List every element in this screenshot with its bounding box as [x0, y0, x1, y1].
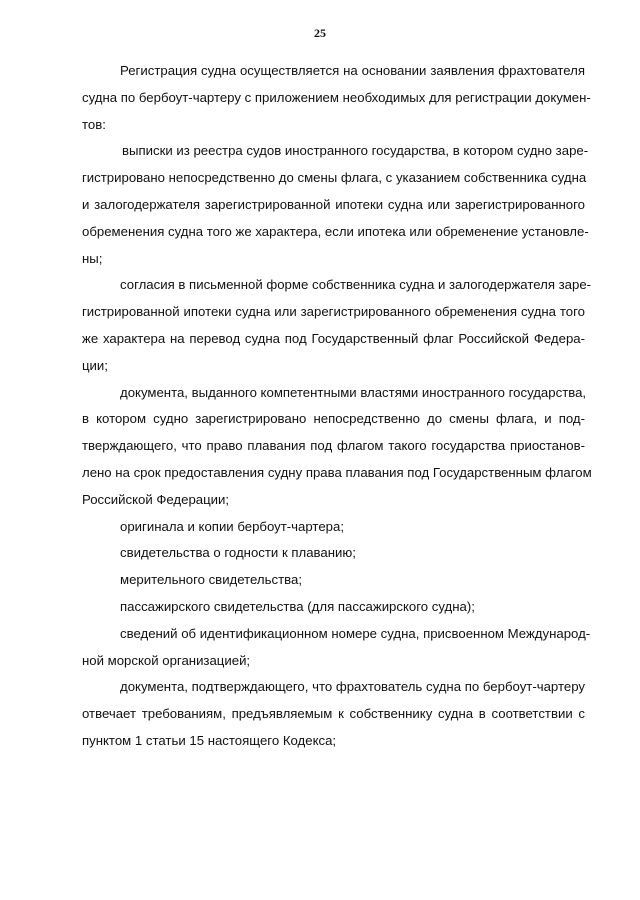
paragraph-tonnage-certificate [82, 567, 585, 594]
paragraph-passenger-certificate [82, 594, 585, 621]
page-number: 25 [314, 26, 326, 40]
text-line: и залогодержателя зарегистрированной ипотеки судна или зарегистрированного [82, 196, 585, 212]
text-line: тов: [82, 116, 106, 132]
paragraph-owner-consent [82, 272, 592, 379]
paragraph-bareboat-charter-copy [82, 514, 585, 541]
text-line: пассажирского свидетельства (для пассажирского судна); [120, 598, 475, 614]
paragraph-foreign-authority-document [82, 380, 592, 514]
text-line: тверждающего, что право плавания под флагом такого государства приостанов- [82, 438, 585, 454]
text-line: обременения судна того же характера, если ипотека или обременение установле- [82, 223, 589, 239]
paragraph-registration-basis [82, 58, 591, 138]
text-line: в котором судно зарегистрировано непосредственно до смены флага, и под- [82, 411, 585, 427]
text-line: ции; [82, 357, 108, 373]
text-line: гистрированной ипотеки судна или зарегистрированного обременения судна того [82, 304, 585, 320]
text-line: документа, выданного компетентными властями иностранного государства, [120, 384, 587, 400]
paragraph-seaworthiness-certificate [82, 540, 585, 567]
paragraph-imo-number [82, 621, 591, 675]
text-line: гистрировано непосредственно до смены флага, с указанием собственника судна [82, 170, 587, 186]
text-line: выписки из реестра судов иностранного государства, в котором судно заре- [122, 143, 589, 159]
text-line: сведений об идентификационном номере судна, присвоенном Международ- [120, 625, 591, 641]
text-line: же характера на перевод судна под Государственный флаг Российской Федера- [82, 330, 585, 346]
text-line: судна по бербоут-чартеру с приложением необходимых для регистрации докумен- [82, 89, 591, 105]
paragraph-registry-extract [82, 138, 589, 272]
text-line: ной морской организацией; [82, 652, 251, 668]
document-body [82, 58, 592, 755]
text-line: оригинала и копии бербоут-чартера; [120, 518, 344, 534]
text-line: лено на срок предоставления судну права плавания под Государственным флагом [82, 464, 592, 480]
text-line: пунктом 1 статьи 15 настоящего Кодекса; [82, 732, 337, 748]
text-line: документа, подтверждающего, что фрахтователь судна по бербоут-чартеру [120, 679, 585, 695]
text-line: Регистрация судна осуществляется на основании заявления фрахтователя [120, 63, 585, 78]
text-line: свидетельства о годности к плаванию; [120, 545, 356, 561]
text-line: мерительного свидетельства; [120, 572, 302, 588]
text-line: ны; [82, 250, 103, 266]
paragraph-charterer-requirements [82, 674, 585, 754]
text-line: согласия в письменной форме собственника судна и залогодержателя заре- [120, 277, 592, 293]
text-line: отвечает требованиям, предъявляемым к собственнику судна в соответствии с [82, 706, 585, 722]
text-line: Российской Федерации; [82, 491, 230, 507]
